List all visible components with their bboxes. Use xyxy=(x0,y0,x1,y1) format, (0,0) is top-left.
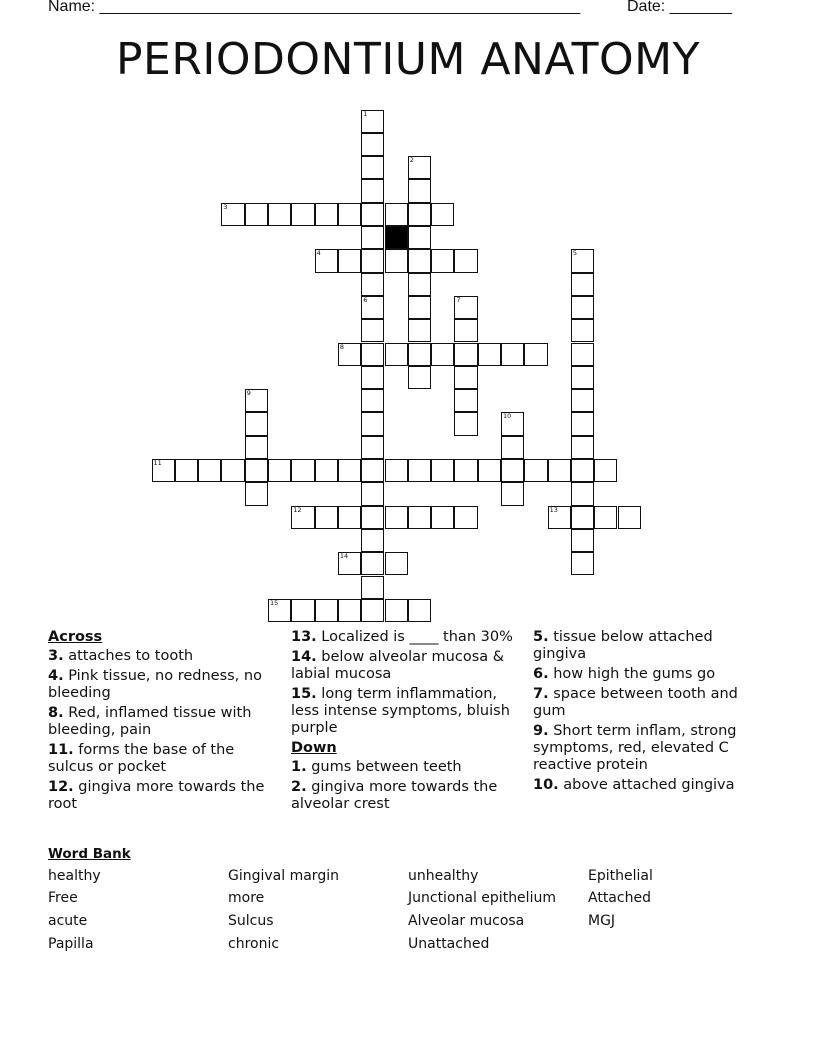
word-bank-item: Free xyxy=(48,890,78,906)
crossword-cell[interactable] xyxy=(408,459,431,482)
crossword-cell[interactable] xyxy=(454,412,477,435)
crossword-cell[interactable] xyxy=(361,273,384,296)
across-clue: 3. attaches to tooth xyxy=(48,648,194,664)
word-bank-item: Attached xyxy=(588,890,651,906)
crossword-cell[interactable] xyxy=(245,436,268,459)
crossword-cell[interactable] xyxy=(338,249,361,272)
crossword-cell[interactable] xyxy=(524,343,547,366)
crossword-cell[interactable] xyxy=(338,459,361,482)
crossword-cell[interactable] xyxy=(408,179,431,202)
crossword-cell[interactable] xyxy=(571,296,594,319)
clue-number: 14 xyxy=(339,552,349,561)
crossword-cell[interactable] xyxy=(315,203,338,226)
word-bank-item: healthy xyxy=(48,868,101,884)
crossword-cell[interactable] xyxy=(361,576,384,599)
crossword-cell[interactable] xyxy=(385,343,408,366)
crossword-cell[interactable] xyxy=(478,459,501,482)
crossword-cell[interactable] xyxy=(361,436,384,459)
crossword-cell[interactable] xyxy=(245,459,268,482)
crossword-cell[interactable] xyxy=(361,226,384,249)
crossword-cell[interactable] xyxy=(408,506,431,529)
word-bank-item: Alveolar mucosa xyxy=(408,913,525,929)
down-clue: 7. space between tooth and gum xyxy=(533,686,738,719)
crossword-cell[interactable] xyxy=(548,459,571,482)
crossword-cell[interactable] xyxy=(431,506,454,529)
word-bank-item: Unattached xyxy=(408,936,490,952)
crossword-cell[interactable] xyxy=(571,482,594,505)
crossword-cell[interactable] xyxy=(571,459,594,482)
crossword-cell[interactable] xyxy=(454,459,477,482)
crossword-cell[interactable] xyxy=(338,343,361,366)
crossword-cell[interactable] xyxy=(501,436,524,459)
page-title: PERIODONTIUM ANATOMY xyxy=(116,34,700,85)
crossword-cell[interactable] xyxy=(268,203,291,226)
crossword-cell[interactable] xyxy=(198,459,221,482)
clue-number: 11 xyxy=(153,459,162,467)
crossword-cell[interactable] xyxy=(501,412,524,435)
crossword-cell[interactable] xyxy=(291,506,314,529)
crossword-cell[interactable] xyxy=(571,319,594,342)
crossword-cell[interactable] xyxy=(291,599,314,622)
crossword-cell[interactable] xyxy=(501,482,524,505)
crossword-cell[interactable] xyxy=(431,203,454,226)
down-clue: 10. above attached gingiva xyxy=(533,777,735,793)
crossword-cell[interactable] xyxy=(454,366,477,389)
clue-number: 10 xyxy=(503,412,512,421)
crossword-cell[interactable] xyxy=(221,203,244,226)
across-clue: 4. Pink tissue, no redness, no bleeding xyxy=(48,668,262,701)
crossword-cell[interactable] xyxy=(454,296,477,319)
crossword-cell[interactable] xyxy=(268,459,291,482)
crossword-cell[interactable] xyxy=(338,599,361,622)
crossword-cell[interactable] xyxy=(618,506,641,529)
crossword-cell[interactable] xyxy=(594,506,617,529)
down-clue: 6. how high the gums go xyxy=(533,666,716,682)
crossword-cell[interactable] xyxy=(408,249,431,272)
crossword-cell[interactable] xyxy=(408,319,431,342)
crossword-cell[interactable] xyxy=(431,459,454,482)
crossword-cell[interactable] xyxy=(385,459,408,482)
crossword-cell[interactable] xyxy=(571,529,594,552)
across-clue: 12. gingiva more towards the root xyxy=(48,779,265,812)
date-field[interactable]: Date: _______ xyxy=(627,0,732,15)
clue-number: 8 xyxy=(339,342,345,351)
crossword-cell[interactable] xyxy=(361,156,384,179)
crossword-cell[interactable] xyxy=(361,529,384,552)
down-clue: 2. gingiva more towards the alveolar crest xyxy=(291,779,498,812)
crossword-block xyxy=(385,226,408,249)
crossword-cell[interactable] xyxy=(361,506,384,529)
crossword-cell[interactable] xyxy=(454,389,477,412)
crossword-cell[interactable] xyxy=(385,506,408,529)
across-clue: 11. forms the base of the sulcus or pocket xyxy=(48,742,235,775)
name-field[interactable]: Name: ______________________________________________________ xyxy=(48,0,581,15)
crossword-cell[interactable] xyxy=(315,459,338,482)
crossword-cell[interactable] xyxy=(291,459,314,482)
crossword-cell[interactable] xyxy=(501,459,524,482)
word-bank-item: acute xyxy=(48,913,88,929)
down-clue: 9. Short term inflam, strong symptoms, red, elevated C reactive protein xyxy=(533,723,737,773)
crossword-cell[interactable] xyxy=(315,599,338,622)
crossword-cell[interactable] xyxy=(338,203,361,226)
down-clue: 1. gums between teeth xyxy=(291,759,462,775)
crossword-cell[interactable] xyxy=(524,459,547,482)
crossword-cell[interactable] xyxy=(454,506,477,529)
crossword-cell[interactable] xyxy=(408,273,431,296)
crossword-cell[interactable] xyxy=(361,482,384,505)
crossword-cell[interactable] xyxy=(315,249,338,272)
crossword-cell[interactable] xyxy=(361,412,384,435)
crossword-cell[interactable] xyxy=(571,343,594,366)
clue-number: 2 xyxy=(409,156,414,165)
crossword-cell[interactable] xyxy=(361,296,384,319)
crossword-cell[interactable] xyxy=(408,366,431,389)
crossword-cell[interactable] xyxy=(361,389,384,412)
crossword-cell[interactable] xyxy=(408,296,431,319)
crossword-cell[interactable] xyxy=(385,249,408,272)
word-bank-title: Word Bank xyxy=(48,846,131,862)
word-bank-item: Junctional epithelium xyxy=(408,890,556,906)
crossword-cell[interactable] xyxy=(361,110,384,133)
crossword-cell[interactable] xyxy=(385,599,408,622)
crossword-cell[interactable] xyxy=(175,459,198,482)
crossword-cell[interactable] xyxy=(431,249,454,272)
across-clue: 13. Localized is ____ than 30% xyxy=(291,629,513,645)
clue-number: 12 xyxy=(293,505,302,514)
crossword-cell[interactable] xyxy=(245,482,268,505)
clue-number: 3 xyxy=(223,202,228,211)
crossword-cell[interactable] xyxy=(338,552,361,575)
crossword-cell[interactable] xyxy=(338,506,361,529)
clues-column-3 xyxy=(533,629,763,797)
clue-number: 13 xyxy=(549,505,558,514)
crossword-cell[interactable] xyxy=(315,506,338,529)
crossword-cell[interactable] xyxy=(361,249,384,272)
crossword-cell[interactable] xyxy=(571,506,594,529)
crossword-cell[interactable] xyxy=(571,273,594,296)
clue-number: 1 xyxy=(363,109,368,118)
crossword-cell[interactable] xyxy=(571,552,594,575)
crossword-cell[interactable] xyxy=(245,412,268,435)
crossword-cell[interactable] xyxy=(291,203,314,226)
down-clue: 5. tissue below attached gingiva xyxy=(533,629,713,662)
down-heading: Down xyxy=(291,740,337,756)
crossword-cell[interactable] xyxy=(408,599,431,622)
crossword-cell[interactable] xyxy=(408,343,431,366)
crossword-cell[interactable] xyxy=(454,343,477,366)
crossword-cell[interactable] xyxy=(501,343,524,366)
crossword-cell[interactable] xyxy=(385,552,408,575)
clue-number: 9 xyxy=(246,389,251,398)
across-clue: 14. below alveolar mucosa & labial mucosa xyxy=(291,649,505,682)
crossword-cell[interactable] xyxy=(408,203,431,226)
crossword-cell[interactable] xyxy=(571,366,594,389)
word-bank-item: Epithelial xyxy=(588,868,653,884)
crossword-cell[interactable] xyxy=(361,552,384,575)
clues-column-1 xyxy=(48,629,284,816)
across-heading: Across xyxy=(48,629,103,645)
crossword-cell[interactable] xyxy=(431,343,454,366)
word-bank-item: chronic xyxy=(228,936,280,952)
word-bank-item: MGJ xyxy=(588,913,616,929)
clue-number: 5 xyxy=(572,249,578,258)
crossword-cell[interactable] xyxy=(221,459,244,482)
crossword-cell[interactable] xyxy=(454,319,477,342)
word-bank-item: unhealthy xyxy=(408,868,479,884)
crossword-cell[interactable] xyxy=(361,366,384,389)
crossword-cell[interactable] xyxy=(361,179,384,202)
crossword-cell[interactable] xyxy=(245,389,268,412)
crossword-cell[interactable] xyxy=(361,203,384,226)
crossword-cell[interactable] xyxy=(408,156,431,179)
crossword-cell[interactable] xyxy=(361,133,384,156)
clues-column-2 xyxy=(291,629,527,816)
word-bank-item: more xyxy=(228,890,265,906)
crossword-cell[interactable] xyxy=(361,459,384,482)
word-bank-item: Sulcus xyxy=(228,913,274,929)
crossword-cell[interactable] xyxy=(361,599,384,622)
crossword-cell[interactable] xyxy=(571,389,594,412)
crossword-cell[interactable] xyxy=(594,459,617,482)
crossword-cell[interactable] xyxy=(548,506,571,529)
word-bank-item: Papilla xyxy=(48,936,94,952)
clue-number: 6 xyxy=(363,295,368,304)
crossword-cell[interactable] xyxy=(408,226,431,249)
crossword-cell[interactable] xyxy=(361,319,384,342)
crossword-cell[interactable] xyxy=(268,599,291,622)
across-clue: 15. long term inflammation, less intense symptoms, bluish purple xyxy=(291,686,510,736)
crossword-cell[interactable] xyxy=(245,203,268,226)
crossword-cell[interactable] xyxy=(571,412,594,435)
across-clue: 8. Red, inflamed tissue with bleeding, pain xyxy=(48,705,252,738)
crossword-cell[interactable] xyxy=(571,436,594,459)
word-bank-item: Gingival margin xyxy=(228,868,339,884)
clue-number: 7 xyxy=(456,295,461,304)
crossword-cell[interactable] xyxy=(361,343,384,366)
crossword-cell[interactable] xyxy=(454,249,477,272)
crossword-cell[interactable] xyxy=(385,203,408,226)
crossword-cell[interactable] xyxy=(478,343,501,366)
clue-number: 4 xyxy=(316,249,321,258)
crossword-cell[interactable] xyxy=(152,459,175,482)
clue-number: 15 xyxy=(270,598,279,607)
crossword-cell[interactable] xyxy=(571,249,594,272)
